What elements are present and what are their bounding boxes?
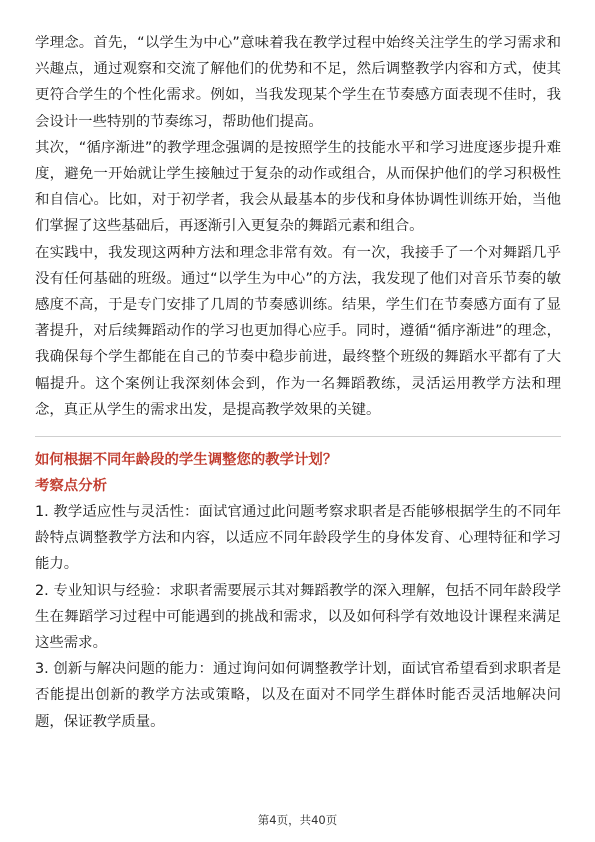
- body-paragraph-2: 其次，“循序渐进”的教学理念强调的是按照学生的技能水平和学习进度逐步提升难度，避免一开始就让学生接触过于复杂的动作或组合，从而保护他们的学习积极性和自信心。比如，对于初学者，我会从最基本的步伐和身体协调性训练开始，当他们掌握了这些基础后，再逐渐引入更复杂的舞蹈元素和组合。: [35, 139, 561, 235]
- page-content: [35, 30, 561, 735]
- body-paragraph-1: 学理念。首先，“以学生为中心”意味着我在教学过程中始终关注学生的学习需求和兴趣点，通过观察和交流了解他们的优势和不足，然后调整教学内容和方式，使其更符合学生的个性化需求。例如，当我发现某个学生在节奏感方面表现不佳时，我会设计一些特别的节奏练习，帮助他们提高。: [35, 35, 561, 130]
- analysis-heading: 考察点分析: [35, 478, 107, 495]
- section-divider: [35, 436, 561, 437]
- page-number-footer: 第4页，共40页: [257, 813, 338, 827]
- analysis-item-1: 1. 教学适应性与灵活性：面试官通过此问题考察求职者是否能够根据学生的不同年龄特点调整教学方法和内容，以适应不同年龄段学生的身体发育、心理特征和学习能力。: [35, 504, 561, 573]
- analysis-item-2: 2. 专业知识与经验：求职者需要展示其对舞蹈教学的深入理解，包括不同年龄段学生在舞蹈学习过程中可能遇到的挑战和需求，以及如何科学有效地设计课程来满足这些需求。: [35, 582, 561, 652]
- analysis-item-3: 3. 创新与解决问题的能力：通过询问如何调整教学计划，面试官希望看到求职者是否能提出创新的教学方法或策略，以及在面对不同学生群体时能否灵活地解决问题，保证教学质量。: [35, 661, 561, 730]
- body-paragraph-3: 在实践中，我发现这两种方法和理念非常有效。有一次，我接手了一个对舞蹈几乎没有任何基础的班级。通过“以学生为中心”的方法，我发现了他们对音乐节奏的敏感度不高，于是专门安排了几周的节奏感训练。结果，学生们在节奏感方面有了显著提升，对后续舞蹈动作的学习也更加得心应手。同时，遵循“循序渐进”的理念，我确保每个学生都能在自己的节奏中稳步前进，最终整个班级的舞蹈水平都有了大幅提升。这个案例让我深刻体会到，作为一名舞蹈教练，灵活运用教学方法和理念，真正从学生的需求出发，是提高教学效果的关键。: [35, 244, 561, 418]
- question-heading: 如何根据不同年龄段的学生调整您的教学计划？: [35, 452, 338, 469]
